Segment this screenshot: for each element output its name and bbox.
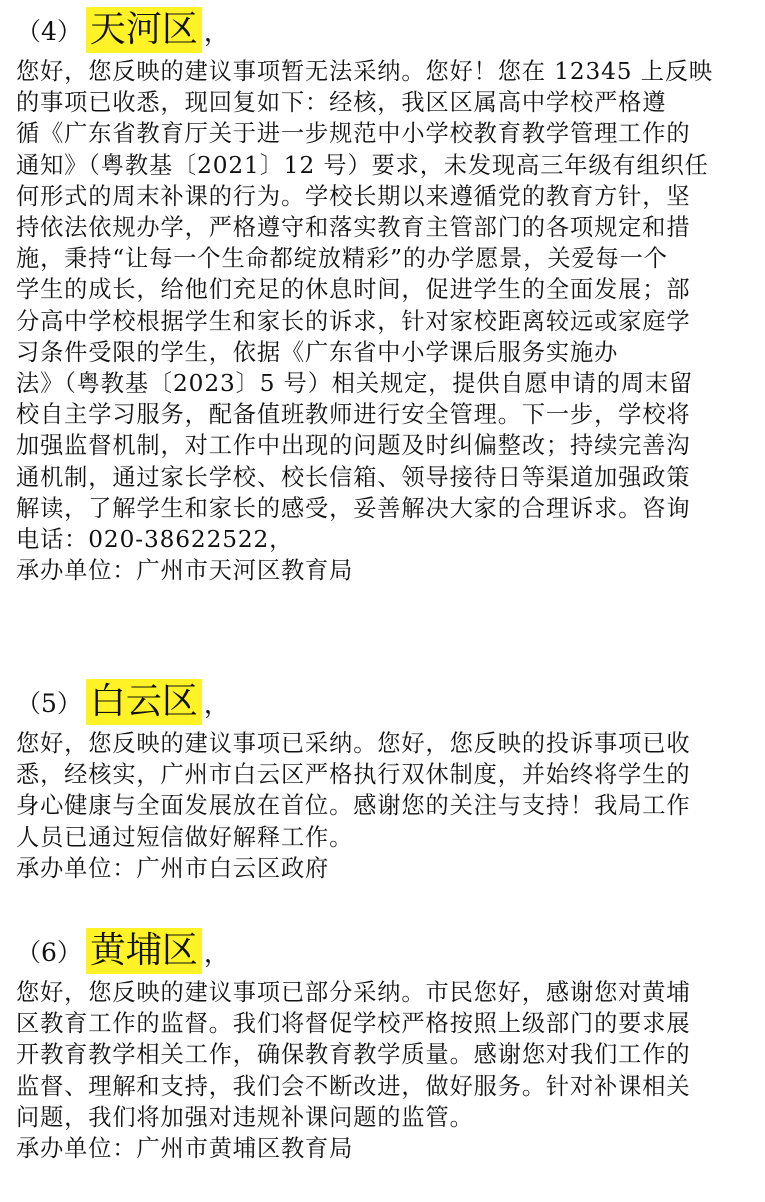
section-baiyun xyxy=(16,676,747,884)
section-huangpu xyxy=(16,925,747,1164)
section-number: （6） xyxy=(16,938,82,967)
text-line: 循《广东省教育厅关于进一步规范中小学校教育教学管理工作的 xyxy=(16,120,691,148)
text-line: 解读，了解学生和家长的感受，妥善解决大家的合理诉求。咨询 xyxy=(16,494,691,522)
text-line: 学生的成长，给他们充足的休息时间，促进学生的全面发展；部 xyxy=(16,276,691,304)
heading-comma: ， xyxy=(203,938,230,969)
section-heading xyxy=(16,4,747,56)
reply-text xyxy=(16,56,747,555)
heading-comma: ， xyxy=(203,17,230,48)
text-line: 人员已通过短信做好解释工作。 xyxy=(16,823,354,851)
text-line: 持依法依规办学，严格遵守和落实教育主管部门的各项规定和措 xyxy=(16,214,691,242)
text-line: 法》（粤教基〔2023〕5 号）相关规定，提供自愿申请的周末留 xyxy=(16,370,694,398)
section-tianhe xyxy=(16,4,747,586)
text-line: 电话：020-38622522， xyxy=(16,526,294,554)
text-line: 分高中学校根据学生和家长的诉求，针对家校距离较远或家庭学 xyxy=(16,307,691,335)
text-line: 校自主学习服务，配备值班教师进行安全管理。下一步，学校将 xyxy=(16,401,691,429)
text-line: 您好，您反映的建议事项已采纳。您好，您反映的投诉事项已收 xyxy=(16,730,691,757)
district-name-highlighted: 天河区 xyxy=(86,7,202,53)
section-number: （5） xyxy=(16,689,82,718)
responsible-department: 承办单位：广州市天河区教育局 xyxy=(16,557,354,585)
text-line: 习条件受限的学生，依据《广东省中小学课后服务实施办 xyxy=(16,338,619,366)
text-line: 的事项已收悉，现回复如下：经核，我区区属高中学校严格遵 xyxy=(16,89,667,117)
text-line: 悉，经核实，广州市白云区严格执行双休制度，并始终将学生的 xyxy=(16,761,691,789)
text-line: 区教育工作的监督。我们将督促学校严格按照上级部门的要求展 xyxy=(16,1010,691,1038)
district-name-highlighted: 黄埔区 xyxy=(86,928,202,974)
text-line: 通知》（粤教基〔2021〕12 号）要求，未发现高三年级有组织任 xyxy=(16,151,709,179)
section-number: （4） xyxy=(16,17,82,46)
heading-comma: ， xyxy=(203,689,230,720)
text-line: 开教育教学相关工作，确保教育教学质量。感谢您对我们工作的 xyxy=(16,1041,691,1069)
text-line: 身心健康与全面发展放在首位。感谢您的关注与支持！我局工作 xyxy=(16,792,691,820)
text-line: 您好，您反映的建议事项已部分采纳。市民您好，感谢您对黄埔 xyxy=(16,979,691,1006)
text-line: 加强监督机制，对工作中出现的问题及时纠偏整改；持续完善沟 xyxy=(16,432,691,460)
responsible-department: 承办单位：广州市黄埔区教育局 xyxy=(16,1135,354,1163)
section-heading xyxy=(16,925,747,977)
district-name-highlighted: 白云区 xyxy=(86,679,202,725)
reply-text xyxy=(16,977,747,1133)
text-line: 监督、理解和支持，我们会不断改进，做好服务。针对补课相关 xyxy=(16,1072,691,1100)
text-line: 施，秉持“让每一个生命都绽放精彩”的办学愿景，关爱每一个 xyxy=(16,245,668,273)
text-line: 您好，您反映的建议事项暂无法采纳。您好！您在 12345 上反映 xyxy=(16,58,713,85)
reply-text xyxy=(16,728,747,853)
section-heading xyxy=(16,676,747,728)
text-line: 通机制，通过家长学校、校长信箱、领导接待日等渠道加强政策 xyxy=(16,463,691,491)
text-line: 何形式的周末补课的行为。学校长期以来遵循党的教育方针，坚 xyxy=(16,182,691,210)
responsible-department: 承办单位：广州市白云区政府 xyxy=(16,854,330,882)
text-line: 问题，我们将加强对违规补课问题的监管。 xyxy=(16,1103,474,1131)
